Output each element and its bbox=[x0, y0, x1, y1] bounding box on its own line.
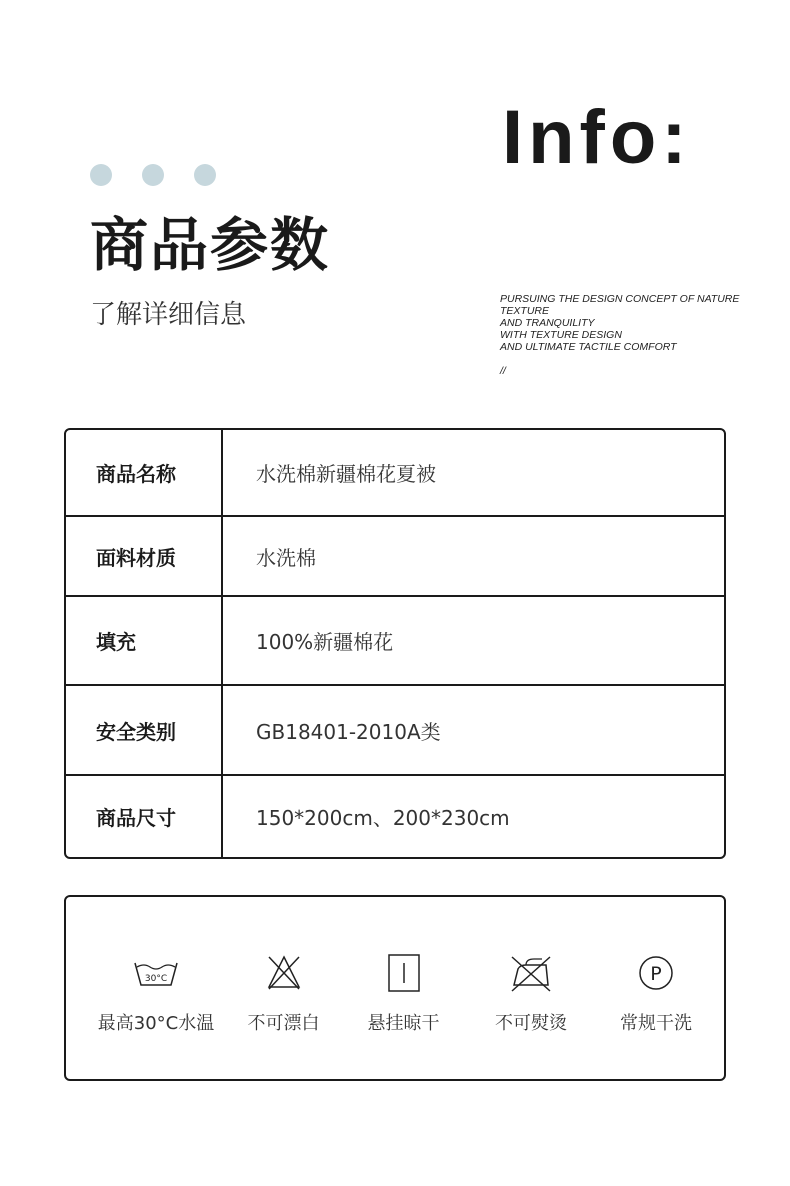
dry-clean-p-icon bbox=[631, 953, 681, 993]
concept-line: WITH TEXTURE DESIGN bbox=[500, 329, 622, 341]
spec-label: 面料材质 bbox=[66, 517, 223, 595]
spec-row-filling bbox=[66, 597, 724, 686]
no-iron-icon bbox=[506, 953, 556, 993]
care-label: 最高30°C水温 bbox=[97, 1013, 215, 1034]
spec-value: 100%新疆棉花 bbox=[256, 630, 394, 654]
spec-value: 水洗棉 bbox=[256, 545, 316, 570]
concept-line: AND TRANQUILITY bbox=[500, 317, 595, 329]
concept-line: AND ULTIMATE TACTILE COMFORT bbox=[500, 341, 677, 353]
care-item-no-bleach bbox=[231, 953, 336, 1035]
svg-text:P: P bbox=[650, 963, 662, 985]
concept-line: PURSUING THE DESIGN CONCEPT OF NATURE bbox=[500, 293, 740, 305]
page-title: 商品参数 bbox=[90, 211, 331, 279]
care-item-wash bbox=[96, 953, 216, 1035]
svg-text:30°C: 30°C bbox=[144, 974, 168, 984]
care-label: 悬挂晾干 bbox=[367, 1013, 440, 1034]
care-instructions bbox=[64, 895, 726, 1081]
concept-text bbox=[500, 293, 740, 377]
dot bbox=[142, 164, 164, 186]
spec-row-safety bbox=[66, 686, 724, 776]
title-english: Info: bbox=[502, 95, 692, 180]
care-label: 常规干洗 bbox=[620, 1013, 692, 1034]
spec-row-material bbox=[66, 517, 724, 597]
spec-table bbox=[64, 428, 726, 859]
spec-value: GB18401-2010A类 bbox=[256, 719, 441, 744]
dot bbox=[90, 164, 112, 186]
page-subtitle: 了解详细信息 bbox=[90, 300, 247, 330]
spec-value: 150*200cm、200*230cm bbox=[256, 806, 510, 830]
dot bbox=[194, 164, 216, 186]
no-bleach-icon bbox=[259, 953, 309, 993]
care-item-no-iron bbox=[476, 953, 586, 1035]
concept-mark: // bbox=[500, 365, 506, 377]
spec-value: 水洗棉新疆棉花夏被 bbox=[256, 462, 436, 486]
hang-dry-icon bbox=[379, 953, 429, 993]
spec-label: 商品尺寸 bbox=[66, 776, 223, 857]
spec-row-name bbox=[66, 430, 724, 517]
care-label: 不可漂白 bbox=[247, 1013, 320, 1034]
spec-row-size bbox=[66, 776, 724, 857]
care-item-hang-dry bbox=[351, 953, 456, 1035]
wash-30-icon bbox=[131, 953, 181, 993]
concept-line: TEXTURE bbox=[500, 305, 550, 317]
care-item-dry-clean bbox=[606, 953, 706, 1035]
spec-label: 安全类别 bbox=[66, 686, 223, 774]
spec-label: 填充 bbox=[66, 597, 223, 684]
spec-label: 商品名称 bbox=[66, 430, 223, 515]
care-label: 不可熨烫 bbox=[495, 1013, 567, 1034]
decorative-dots bbox=[90, 164, 216, 186]
